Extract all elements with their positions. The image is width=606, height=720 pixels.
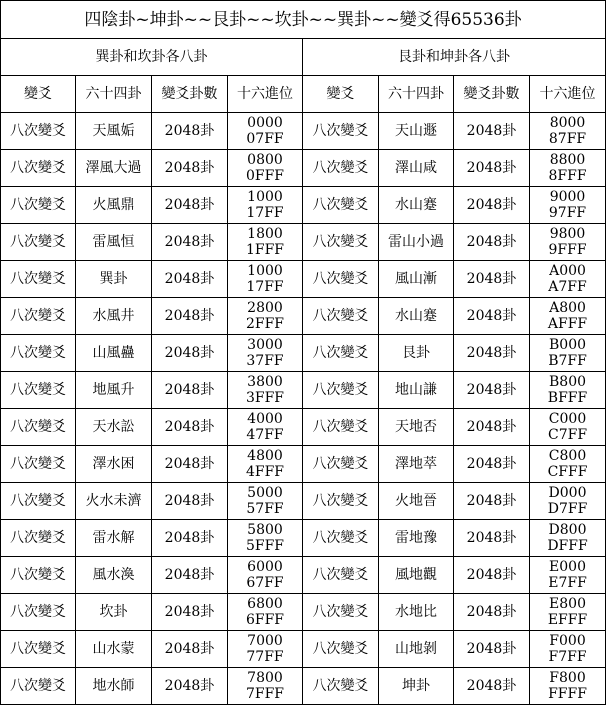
hex-range-cell (228, 261, 303, 298)
change-count-cell: 八次變爻 (1, 335, 76, 372)
hex-range-start: B000 (549, 337, 587, 353)
change-count-cell: 八次變爻 (1, 224, 76, 261)
change-count-cell: 八次變爻 (1, 261, 76, 298)
hexagram-count-cell: 2048卦 (454, 187, 530, 224)
hex-range-end: 0FFF (245, 168, 285, 184)
hex-range-cell (228, 557, 303, 594)
column-header: 變爻 (303, 76, 379, 113)
hex-range-cell (530, 335, 606, 372)
hex-range-cell (530, 446, 606, 483)
table-row (1, 187, 606, 224)
hex-range-start: 2800 (247, 300, 283, 316)
change-count-cell: 八次變爻 (303, 557, 379, 594)
change-count-cell: 八次變爻 (1, 409, 76, 446)
hexagram-name-cell: 山水蒙 (76, 631, 152, 668)
hexagram-count-cell: 2048卦 (454, 298, 530, 335)
hex-range-cell (228, 150, 303, 187)
hexagram-name-cell: 地山謙 (379, 372, 454, 409)
hex-range-start: D800 (548, 522, 587, 538)
table-row (1, 150, 606, 187)
hex-range-end: E7FF (548, 575, 587, 591)
hexagram-count-cell: 2048卦 (454, 261, 530, 298)
hex-range-start: 1000 (247, 189, 283, 205)
table-row (1, 372, 606, 409)
change-count-cell: 八次變爻 (1, 594, 76, 631)
hex-range-cell (530, 298, 606, 335)
hexagram-name-cell: 風山漸 (379, 261, 454, 298)
hexagram-name-cell: 澤水困 (76, 446, 152, 483)
hexagram-count-cell: 2048卦 (152, 520, 228, 557)
change-count-cell: 八次變爻 (303, 520, 379, 557)
change-count-cell: 八次變爻 (1, 298, 76, 335)
change-count-cell: 八次變爻 (1, 150, 76, 187)
table-row (1, 520, 606, 557)
hexagram-name-cell: 火地晉 (379, 483, 454, 520)
group-header-right: 艮卦和坤卦各八卦 (303, 39, 606, 76)
hex-range-start: 5800 (247, 522, 283, 538)
hex-range-start: 1000 (247, 263, 283, 279)
hex-range-end: 17FF (246, 279, 284, 295)
column-header: 六十四卦 (76, 76, 152, 113)
hexagram-count-cell: 2048卦 (152, 668, 228, 705)
hex-range-start: 0000 (247, 115, 283, 131)
hexagram-name-cell: 天水訟 (76, 409, 152, 446)
hex-range-cell (530, 150, 606, 187)
hex-range-end: 07FF (246, 131, 284, 147)
hex-range-end: EFFF (547, 612, 588, 628)
hex-range-start: E800 (549, 596, 586, 612)
hexagram-count-cell: 2048卦 (454, 483, 530, 520)
hex-range-start: B800 (549, 374, 587, 390)
hexagram-count-cell: 2048卦 (454, 631, 530, 668)
hex-range-end: BFFF (547, 390, 588, 406)
hexagram-count-cell: 2048卦 (454, 594, 530, 631)
hex-range-end: 17FF (246, 205, 284, 221)
hexagram-count-cell: 2048卦 (454, 668, 530, 705)
hex-range-cell (530, 483, 606, 520)
hex-range-end: 7FFF (245, 686, 285, 702)
hexagram-count-cell: 2048卦 (454, 335, 530, 372)
hex-range-start: 5000 (247, 485, 283, 501)
hexagram-name-cell: 雷山小過 (379, 224, 454, 261)
table-row (1, 557, 606, 594)
change-count-cell: 八次變爻 (303, 409, 379, 446)
hexagram-count-cell: 2048卦 (152, 631, 228, 668)
table-row (1, 113, 606, 150)
table-row (1, 298, 606, 335)
change-count-cell: 八次變爻 (303, 187, 379, 224)
hexagram-count-cell: 2048卦 (152, 113, 228, 150)
table-row (1, 631, 606, 668)
hex-range-cell (530, 557, 606, 594)
hex-range-start: D000 (548, 485, 587, 501)
hex-range-start: F000 (549, 633, 586, 649)
hex-range-end: 1FFF (245, 242, 285, 258)
hexagram-name-cell: 雷風恒 (76, 224, 152, 261)
change-count-cell: 八次變爻 (303, 631, 379, 668)
table-row (1, 446, 606, 483)
hexagram-count-cell: 2048卦 (454, 520, 530, 557)
hexagram-name-cell: 地水師 (76, 668, 152, 705)
hexagram-name-cell: 風水渙 (76, 557, 152, 594)
hexagram-name-cell: 山地剝 (379, 631, 454, 668)
hexagram-count-cell: 2048卦 (152, 483, 228, 520)
hex-range-end: 47FF (246, 427, 284, 443)
hex-range-start: E000 (549, 559, 586, 575)
hexagram-name-cell: 水地比 (379, 594, 454, 631)
table-row (1, 409, 606, 446)
hex-range-start: F800 (549, 670, 586, 686)
hexagram-name-cell: 地風升 (76, 372, 152, 409)
hex-range-cell (228, 335, 303, 372)
hexagram-name-cell: 澤山咸 (379, 150, 454, 187)
table-row (1, 335, 606, 372)
hex-range-cell (228, 446, 303, 483)
hex-range-end: 4FFF (245, 464, 285, 480)
hexagram-name-cell: 巽卦 (76, 261, 152, 298)
hex-range-end: 37FF (246, 353, 284, 369)
hex-range-cell (228, 372, 303, 409)
change-count-cell: 八次變爻 (303, 224, 379, 261)
hexagram-count-cell: 2048卦 (454, 372, 530, 409)
hex-range-start: 3800 (247, 374, 283, 390)
hex-range-end: 97FF (548, 205, 587, 221)
hex-range-start: 6800 (247, 596, 283, 612)
hex-range-cell (530, 187, 606, 224)
hex-range-cell (228, 187, 303, 224)
hex-range-cell (530, 409, 606, 446)
hexagram-count-cell: 2048卦 (454, 557, 530, 594)
hex-range-start: 4000 (247, 411, 283, 427)
hexagram-name-cell: 艮卦 (379, 335, 454, 372)
hexagram-count-cell: 2048卦 (152, 446, 228, 483)
hexagram-name-cell: 風地觀 (379, 557, 454, 594)
change-count-cell: 八次變爻 (303, 372, 379, 409)
change-count-cell: 八次變爻 (303, 594, 379, 631)
hex-range-end: 87FF (548, 131, 587, 147)
change-count-cell: 八次變爻 (1, 187, 76, 224)
hex-range-end: 8FFF (548, 168, 587, 184)
column-header: 十六進位 (228, 76, 303, 113)
hexagram-count-cell: 2048卦 (152, 409, 228, 446)
hex-range-end: 6FFF (245, 612, 285, 628)
hex-range-cell (530, 224, 606, 261)
hexagram-name-cell: 水山蹇 (379, 187, 454, 224)
hex-range-cell (530, 668, 606, 705)
hexagram-count-cell: 2048卦 (152, 224, 228, 261)
hex-range-end: A7FF (548, 279, 587, 295)
hexagram-name-cell: 坤卦 (379, 668, 454, 705)
hex-range-start: 7000 (247, 633, 283, 649)
hex-range-cell (228, 409, 303, 446)
change-count-cell: 八次變爻 (303, 483, 379, 520)
hex-range-end: 67FF (246, 575, 284, 591)
hex-range-end: 77FF (246, 649, 284, 665)
hex-range-end: F7FF (548, 649, 587, 665)
hexagram-name-cell: 坎卦 (76, 594, 152, 631)
hexagram-name-cell: 雷地豫 (379, 520, 454, 557)
hexagram-count-cell: 2048卦 (152, 298, 228, 335)
hexagram-count-cell: 2048卦 (454, 409, 530, 446)
hex-range-end: 2FFF (245, 316, 285, 332)
change-count-cell: 八次變爻 (303, 446, 379, 483)
hexagram-count-cell: 2048卦 (152, 261, 228, 298)
hexagram-name-cell: 天山遯 (379, 113, 454, 150)
group-header-left: 巽卦和坎卦各八卦 (1, 39, 303, 76)
hex-range-cell (530, 372, 606, 409)
hexagram-count-cell: 2048卦 (152, 335, 228, 372)
change-count-cell: 八次變爻 (1, 631, 76, 668)
hexagram-name-cell: 雷水解 (76, 520, 152, 557)
hexagram-count-cell: 2048卦 (152, 372, 228, 409)
hexagram-count-cell: 2048卦 (152, 187, 228, 224)
hexagram-count-cell: 2048卦 (152, 150, 228, 187)
hex-range-cell (228, 483, 303, 520)
hex-range-start: C800 (548, 448, 587, 464)
column-header: 變爻卦數 (454, 76, 530, 113)
change-count-cell: 八次變爻 (1, 668, 76, 705)
hexagram-name-cell: 水山蹇 (379, 298, 454, 335)
column-header: 六十四卦 (379, 76, 454, 113)
change-count-cell: 八次變爻 (303, 150, 379, 187)
hex-range-start: 9000 (549, 189, 586, 205)
hexagram-name-cell: 水風井 (76, 298, 152, 335)
page-title: 四陰卦~坤卦~~艮卦~~坎卦~~巽卦~~變爻得65536卦 (1, 1, 606, 39)
column-header: 十六進位 (530, 76, 606, 113)
hex-range-start: 1800 (247, 226, 283, 242)
hex-range-end: 3FFF (245, 390, 285, 406)
table-row (1, 224, 606, 261)
hex-range-end: B7FF (548, 353, 587, 369)
change-count-cell: 八次變爻 (1, 113, 76, 150)
hexagram-name-cell: 天地否 (379, 409, 454, 446)
hexagram-count-cell: 2048卦 (454, 113, 530, 150)
hex-range-end: 5FFF (245, 538, 285, 554)
hex-range-cell (530, 520, 606, 557)
hex-range-cell (228, 668, 303, 705)
hex-range-start: 9800 (549, 226, 586, 242)
column-header: 變爻 (1, 76, 76, 113)
hex-range-start: C000 (548, 411, 587, 427)
hex-range-cell (228, 224, 303, 261)
column-header-row (1, 76, 606, 113)
hex-range-cell (530, 631, 606, 668)
hex-range-end: D7FF (547, 501, 588, 517)
table-row (1, 594, 606, 631)
hex-range-start: A800 (549, 300, 586, 316)
table-row (1, 483, 606, 520)
hex-range-end: AFFF (547, 316, 588, 332)
hexagram-count-cell: 2048卦 (152, 557, 228, 594)
hexagram-name-cell: 澤風大過 (76, 150, 152, 187)
change-count-cell: 八次變爻 (303, 668, 379, 705)
change-count-cell: 八次變爻 (1, 483, 76, 520)
hex-range-start: 4800 (247, 448, 283, 464)
hex-range-cell (228, 631, 303, 668)
change-count-cell: 八次變爻 (303, 113, 379, 150)
hex-range-cell (228, 113, 303, 150)
hexagram-name-cell: 澤地萃 (379, 446, 454, 483)
hex-range-start: A000 (549, 263, 586, 279)
hex-range-cell (530, 261, 606, 298)
hex-range-start: 3000 (247, 337, 283, 353)
hex-range-end: FFFF (548, 686, 587, 702)
hex-range-start: 7800 (247, 670, 283, 686)
hexagram-count-cell: 2048卦 (454, 224, 530, 261)
hexagram-count-cell: 2048卦 (454, 446, 530, 483)
hex-range-cell (530, 594, 606, 631)
change-count-cell: 八次變爻 (303, 298, 379, 335)
hexagram-name-cell: 火風鼎 (76, 187, 152, 224)
hex-range-end: CFFF (547, 464, 588, 480)
hexagram-name-cell: 山風蠱 (76, 335, 152, 372)
hex-range-cell (228, 520, 303, 557)
hex-range-cell (228, 594, 303, 631)
hex-range-cell (530, 113, 606, 150)
change-count-cell: 八次變爻 (1, 372, 76, 409)
change-count-cell: 八次變爻 (303, 335, 379, 372)
change-count-cell: 八次變爻 (303, 261, 379, 298)
change-count-cell: 八次變爻 (1, 520, 76, 557)
table-row (1, 261, 606, 298)
hexagram-count-cell: 2048卦 (454, 150, 530, 187)
hexagram-name-cell: 天風姤 (76, 113, 152, 150)
table-row (1, 668, 606, 705)
change-count-cell: 八次變爻 (1, 557, 76, 594)
hex-range-end: DFFF (547, 538, 588, 554)
hex-range-end: C7FF (547, 427, 588, 443)
hex-range-start: 8000 (549, 115, 586, 131)
hex-range-cell (228, 298, 303, 335)
hex-range-start: 8800 (549, 152, 586, 168)
hex-range-start: 0800 (247, 152, 283, 168)
hex-range-end: 9FFF (548, 242, 587, 258)
hex-range-start: 6000 (247, 559, 283, 575)
column-header: 變爻卦數 (152, 76, 228, 113)
hexagram-name-cell: 火水未濟 (76, 483, 152, 520)
hex-range-end: 57FF (246, 501, 284, 517)
change-count-cell: 八次變爻 (1, 446, 76, 483)
hexagram-count-cell: 2048卦 (152, 594, 228, 631)
